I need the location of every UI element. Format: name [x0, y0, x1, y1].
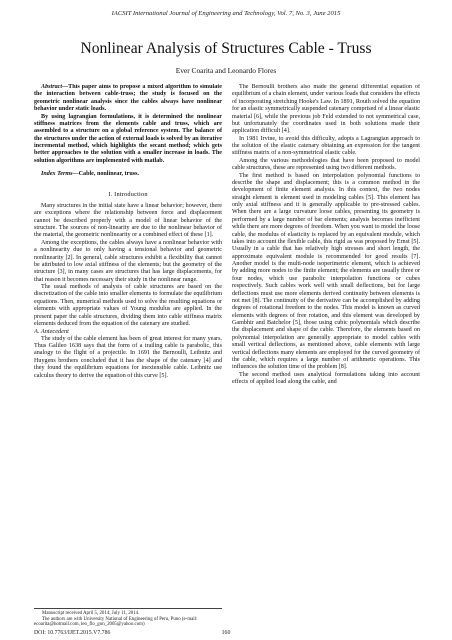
right-paragraph-3: Among the various methodologies that have been proposed to model cable structures, these are represented using two different methods.	[232, 157, 420, 172]
right-paragraph-4: The first method is based on interpolation polynomial functions to describe the shape and displacement; this is a common method in the development of finite element analysis. In this context, the two nodes straight element is element used in modeling cables [5]. This element has only axial stiffness and it is generally applicable to pre-stressed cables. When there are a large curvature loose cables, presenting its geometry is performed by a large number of bar elements; analysis becomes inefficient while there are more degrees of freedom. When you want to model the loose cable, the modulus of elasticity is replaced by an equivalent module, which takes into account the flexible cable, this rigid as was proposed by Ernst [5]. Usually in a cable that has relatively high stresses and short length, the approximate equivalent module is recommended for good results [7]. Another model is the multi-node isoperimetric element, which is achieved by adding more nodes to the finite element; the elements are usually three or four nodes, which use parabolic interpolation functions or cubes respectively. Such cables work well with small deflections, but for large deflections must use more elements derived continuity between elements is not met [8]. The continuity of the derivative can be accomplished by adding degrees of rotational freedom to the nodes. This model is known as curved elements with degrees of free rotation, and this element was developed by Gambhir and Batchelor [5], those using cubic polynomials which describe the displacement and shape of the cable. Therefore, the elements based on polynomial interpolation are generally appropriate to model cables with small vertical deflections, as mentioned above, cable elements with large vertical deflections many elements are employed for the curved geometry of the cable, which requires a large number of arithmetic operations. This influences the solution time of the problem [8].	[232, 172, 420, 371]
footnote-received: Manuscript received April 5, 2014; July 11, 2014.	[42, 611, 140, 616]
index-terms-text: —Cable, nonlinear, truss.	[72, 171, 139, 178]
right-paragraph-1: The Bernoulli brothers also made the general differential equation of equilibrium of a chain element, under various loads that considers the effects of incorporating stretching Hooke's Law. In 1891, Routh solved the equation for an elastic symmetrically suspended catenary comprised of a linear elastic material [6], while the previous job Feld extended to not symmetrical case, but unfortunately the coordinates used in both solutions made their application difficult [4].	[232, 84, 420, 135]
right-column	[232, 84, 420, 604]
abstract-label: Abstract	[41, 84, 63, 90]
antecedent-paragraph-1: The study of the cable element has been of great interest for many years. Thus Galileo 1638 says that the form of a trailing cable is parabolic, this analogy to the flight of a projectile. In 1691 the Bernoulli, Leibnitz and Huygens brothers concluded that it has the shape of the catenary [4] and they found the equilibrium equations for inextensible cable. Leibnitz use calculus theory to derive the equation of this curve [5].	[34, 335, 222, 379]
section-heading-introduction: I. Introduction	[108, 190, 148, 198]
subsection-heading-antecedent: A. Antecedent	[34, 328, 69, 336]
left-column	[34, 84, 222, 604]
doi-footer: DOI: 10.7763/IJET.2015.V7.786	[34, 630, 111, 636]
abstract	[34, 84, 222, 114]
intro-paragraph-3: The usual methods of analysis of cable structures are based on the discretization of the cable into smaller elements to formulate the equilibrium equations. Then, numerical methods used to solve the resulting equations or elements with appropriate values of Young modulus are applied. In the present paper the cable structures, dividing them into cable stiffness matrix elements deduced from the equation of the catenary are studied.	[34, 284, 222, 327]
footnote-affiliation: The authors are with University National of Engineering of Peru, Puno (e-mail: ecoarita@hotmail.com, leo_flo_gon_2005@yahoo.com)	[34, 616, 198, 628]
right-paragraph-2: In 1981 Irvine, to avoid this difficulty, adopts a Lagrangian approach to the solution of the elastic catenary obtaining an expression for the tangent stiffness matrix of a non-symmetrical elastic cable.	[232, 135, 420, 157]
index-terms	[34, 171, 222, 178]
index-terms-label: Index Terms	[41, 171, 73, 178]
right-paragraph-5: The second method uses analytical formulations taking into account effects of applied load along the cable, and	[232, 371, 420, 385]
intro-paragraph-2: Among the exceptions, the cables always have a nonlinear behavior with a nonlinearity due to only having a tensional behavior and geometric nonlinearity [2]. In general, cable structures exhibit a flexibility that cannot be attributed to low axial stiffness of the elements; but the geometry of the structure [3], in many cases are structures that has large displacements, for that reason it becomes necessary their study in the nonlinear range.	[34, 239, 222, 283]
paper-title: Nonlinear Analysis of Structures Cable - Truss	[80, 40, 372, 57]
paper-authors: Ever Coarita and Leonardo Flores	[175, 66, 277, 75]
journal-header: IACSIT International Journal of Engineering and Technology, Vol. 7, No. 3, June 2015	[111, 10, 341, 17]
page-number: 160	[221, 630, 231, 636]
abstract-text: —This paper aims to propose a mixed algorithm to simulate the interaction between cable-truss; the study is focused on the geometric nonlinear analysis since the cables always have nonlinear behavior under static loads.	[34, 84, 222, 113]
footnotes	[34, 608, 222, 628]
abstract-paragraph-2: By using lagrangian formulations, it is determined the nonlinear stiffness matrices from the elements cable and truss, which are assembled to a structure on a global reference system. The balance of the structures under the action of external loads is solved by an iterative incremental method, which highlights the secant method; which gets better approaches to the solution with a smaller increase in loads. The solution algorithms are implemented with matlab.	[34, 113, 222, 164]
intro-paragraph-1: Many structures in the initial state have a linear behavior; however, there are exceptions where the relationship between force and displacement cannot be described properly with a model of linear behavior of the structure. The sources of non-linearity are due to the nonlinear behavior of the material, the geometric nonlinearity or a combined effect of these [1].	[34, 202, 222, 239]
